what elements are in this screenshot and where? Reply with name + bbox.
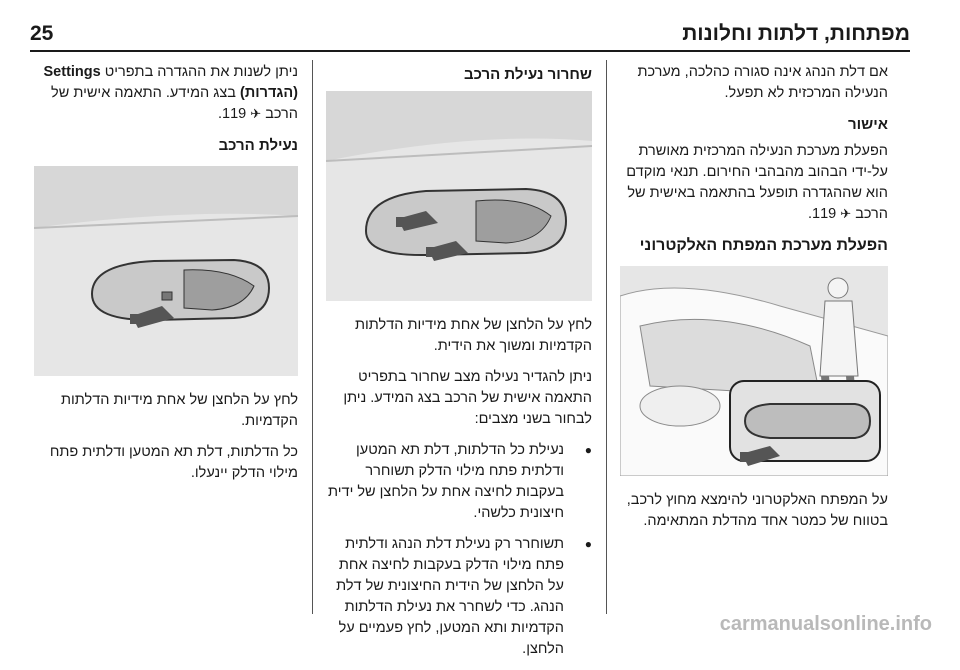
confirm-paragraph: הפעלת מערכת הנעילה המרכזית מאושרת על-ידי הבהוב מהבהבי החירום. תנאי מוקדם הוא שההגדרה תופעל בהתאמה באישית של הרכב ✈ 119.: [626, 143, 888, 222]
unlock-p2: ניתן להגדיר נעילה מצב שחרור בתפריט התאמה אישית של הרכב בצג המידע. ניתן לבחור בשני מצבים:: [343, 369, 592, 427]
confirm-heading: אישור: [847, 116, 888, 133]
right-column: [620, 62, 888, 542]
page-ref-icon: ✈: [840, 207, 852, 222]
list-item: ● נעילת כל הדלתות, דלת תא המטען ודלתית פתח מילוי הדלק תשוחרר בעקבות לחיצה אחת על הלחצן של ידית חיצונית כלשהי.: [326, 440, 592, 524]
list-item: ● תשוחרר רק נעילת דלת הנהג ודלתית פתח מילוי הדלק בעקבות לחיצה אחת על הלחצן של הידית החיצונית של דלת הנהג. כדי לשחרר את נעילת הדלתות הקדמיות ותא המטען, לחץ פעמיים על הלחצן.: [326, 534, 592, 660]
column-divider-right: [606, 60, 607, 614]
intro-paragraph: אם דלת הנהג אינה סגורה כהלכה, מערכת הנעילה המרכזית לא תפעל.: [637, 64, 888, 101]
middle-column: [326, 62, 592, 670]
section-heading: הפעלת מערכת המפתח האלקטרוני: [639, 237, 888, 254]
page-title: מפתחות, דלתות וחלונות: [682, 22, 910, 45]
page-ref-icon: ✈: [250, 107, 262, 122]
page-number: 25: [30, 22, 54, 45]
left-column: [34, 62, 298, 494]
unlock-p1: לחץ על הלחצן של אחת מידיות הדלתות הקדמיות ומשוך את הידית.: [355, 317, 592, 354]
lock-p1: לחץ על הלחצן של אחת מידיות הדלתות הקדמיות.: [61, 392, 298, 429]
lock-p2: כל הדלתות, דלת תא המטען ודלתית פתח מילוי הדלק יינעלו.: [49, 444, 298, 481]
page-ref-number: 119: [222, 106, 247, 122]
unlock-figure: [326, 91, 592, 301]
figure-caption: על המפתח האלקטרוני להימצא מחוץ לרכב, בטווח של כמטר אחד מהדלת המתאימה.: [626, 492, 888, 529]
watermark: carmanualsonline.info: [719, 613, 932, 635]
keyless-entry-figure: [620, 266, 888, 476]
settings-paragraph: ניתן לשנות את ההגדרה בתפריט Settings (הגדרות) בצג המידע. התאמה אישית של הרכב ✈ 119.: [43, 64, 298, 122]
lock-figure: [34, 166, 298, 376]
column-divider-left: [312, 60, 313, 614]
lock-heading: נעילת הרכב: [218, 137, 298, 154]
settings-label: Settings (הגדרות): [43, 64, 298, 101]
unlock-heading: שחרור נעילת הרכב: [464, 66, 592, 83]
unlock-modes-list: [326, 440, 592, 660]
header-rule: [30, 50, 910, 52]
page-ref-number: 119: [812, 206, 837, 222]
